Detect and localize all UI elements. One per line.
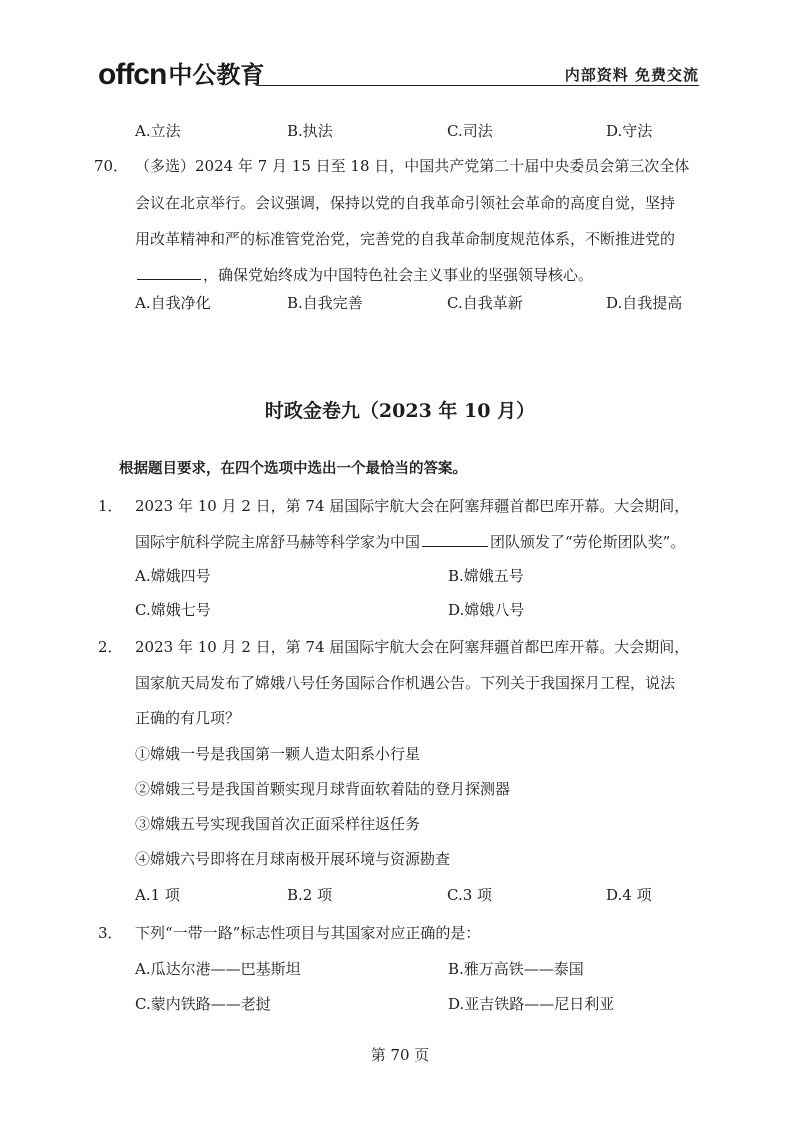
q2-line-2: 国家航天局发布了嫦娥八号任务国际合作机遇公告。下列关于我国探月工程，说法 <box>135 674 676 692</box>
q2-statement-3: ③嫦娥五号实现我国首次正面采样往返任务 <box>135 815 421 833</box>
q70-answer-blank <box>137 265 201 280</box>
header-rule <box>257 85 699 86</box>
q1-number: 1． <box>98 497 123 515</box>
q70-line-2: 会议在北京举行。会议强调，保持以党的自我革命引领社会革命的高度自觉，坚持 <box>135 194 676 212</box>
header-note: 内部资料 免费交流 <box>564 66 699 84</box>
q3-number: 3． <box>98 924 123 942</box>
offcn-logo <box>98 58 264 92</box>
q70-option-d: D.自我提高 <box>606 294 683 312</box>
q3-option-c: C.蒙内铁路——老挝 <box>135 995 271 1013</box>
q2-option-a: A.1 项 <box>135 886 180 904</box>
q1-line-2-after: 团队颁发了“劳伦斯团队奖”。 <box>490 533 686 551</box>
q1-option-d: D.嫦娥八号 <box>448 601 525 619</box>
q1-answer-blank <box>422 532 488 547</box>
q1-option-c: C.嫦娥七号 <box>135 601 211 619</box>
q70-option-b: B.自我完善 <box>287 294 363 312</box>
q70-line-4-text: ，确保党始终成为中国特色社会主义事业的坚强领导核心。 <box>203 266 594 284</box>
q2-number: 2． <box>98 638 123 656</box>
q70-line-3: 用改革精神和严的标准管党治党，完善党的自我革命制度规范体系，不断推进党的 <box>135 230 676 248</box>
q1-option-a: A.嫦娥四号 <box>135 567 211 585</box>
q70-line-4 <box>135 265 593 285</box>
q1-line-2-before: 国际宇航科学院主席舒马赫等科学家为中国 <box>135 533 421 551</box>
q2-statement-1: ①嫦娥一号是我国第一颗人造太阳系小行星 <box>135 745 421 763</box>
q2-option-c: C.3 项 <box>447 886 493 904</box>
q70-number: 70． <box>94 157 129 175</box>
q69-option-c: C.司法 <box>447 122 493 140</box>
q3-line-1: 下列“一带一路”标志性项目与其国家对应正确的是： <box>135 924 481 942</box>
q3-option-b: B.雅万高铁——泰国 <box>448 960 584 978</box>
q69-option-d: D.守法 <box>606 122 653 140</box>
q2-option-d: D.4 项 <box>606 886 652 904</box>
logo-chinese-text: 中公教育 <box>168 61 265 89</box>
logo-latin-text: offcn <box>98 58 167 91</box>
q2-line-3: 正确的有几项？ <box>135 709 241 727</box>
q2-line-1: 2023 年 10 月 2 日，第 74 届国际宇航大会在阿塞拜疆首都巴库开幕。大会期间， <box>135 638 690 656</box>
q1-line-1: 2023 年 10 月 2 日，第 74 届国际宇航大会在阿塞拜疆首都巴库开幕。大会期间， <box>135 497 690 515</box>
q3-option-a: A.瓜达尔港——巴基斯坦 <box>135 960 301 978</box>
section-title: 时政金卷九（2023 年 10 月） <box>264 400 536 422</box>
section-instruction: 根据题目要求，在四个选项中选出一个最恰当的答案。 <box>119 461 467 477</box>
q70-option-a: A.自我净化 <box>135 294 211 312</box>
q69-option-a: A.立法 <box>135 122 181 140</box>
q2-statement-4: ④嫦娥六号即将在月球南极开展环境与资源勘查 <box>135 850 451 868</box>
q1-line-2 <box>135 532 685 552</box>
page-number: 第 70 页 <box>370 1046 430 1064</box>
q2-option-b: B.2 项 <box>287 886 333 904</box>
q69-option-b: B.执法 <box>287 122 333 140</box>
q3-option-d: D.亚吉铁路——尼日利亚 <box>448 995 615 1013</box>
q70-line-1: （多选）2024 年 7 月 15 日至 18 日，中国共产党第二十届中央委员会第三次全体 <box>135 157 690 175</box>
q1-option-b: B.嫦娥五号 <box>448 567 524 585</box>
q2-statement-2: ②嫦娥三号是我国首颗实现月球背面软着陆的登月探测器 <box>135 780 511 798</box>
q70-option-c: C.自我革新 <box>447 294 523 312</box>
